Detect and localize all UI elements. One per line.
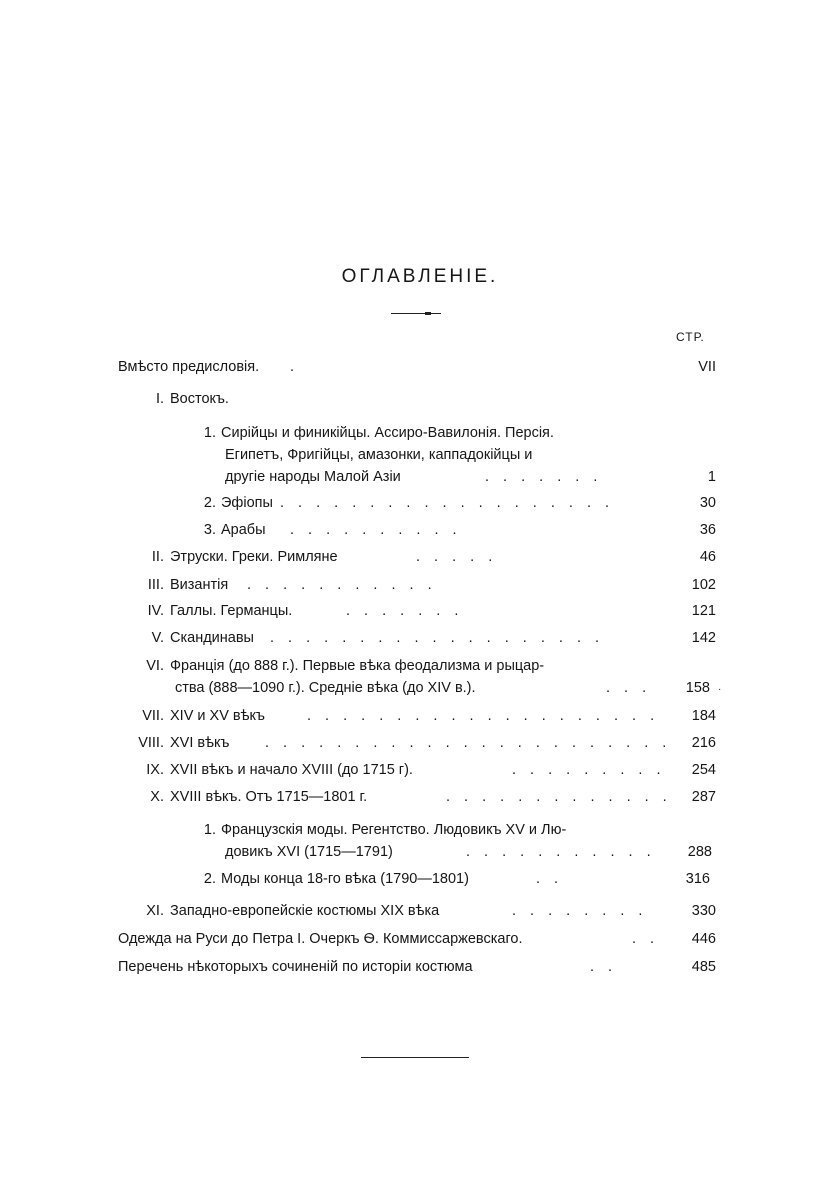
leader-dots: . . <box>590 959 618 975</box>
leader-dots: . . <box>632 931 660 947</box>
page-column-label: СТР. <box>676 330 705 344</box>
leader-dots: . . . . . . . . . . . . . <box>446 789 672 805</box>
toc-entry-text: Моды конца 18-го вѣка (1790—1801) <box>221 871 469 887</box>
leader-dots: . . . . . . . . . . . . . . . . . . . <box>280 495 615 511</box>
toc-entry-text-line2: ства (888—1090 г.). Средніе вѣка (до XIV в.). <box>175 680 476 696</box>
toc-entry-page: 287 <box>691 789 716 805</box>
leader-dots: . . . . . . . . . . <box>290 522 462 538</box>
leader-dots: . . . . . <box>416 549 498 565</box>
closing-rule <box>361 1057 469 1058</box>
toc-entry-number: XI. <box>146 903 164 919</box>
toc-entry-page: 30 <box>699 495 716 511</box>
toc-entry-number: VIII. <box>138 735 164 751</box>
toc-entry-page: 36 <box>699 522 716 538</box>
toc-entry-text: Византія <box>170 577 229 593</box>
toc-entry-number: 1. <box>203 425 216 441</box>
toc-entry-text: Одежда на Руси до Петра I. Очеркъ Ѳ. Коммиссаржевскаго. <box>118 931 523 947</box>
toc-entry-page: 216 <box>691 735 716 751</box>
toc-entry-number: X. <box>150 789 164 805</box>
toc-entry-number: 1. <box>203 822 216 838</box>
leader-dots: . . . <box>606 680 652 696</box>
title-ornament-rule <box>391 313 441 314</box>
toc-entry-text: XVIII вѣкъ. Отъ 1715—1801 г. <box>170 789 368 805</box>
toc-entry-text: XIV и XV вѣкъ <box>170 708 265 724</box>
toc-entry-text: Вмѣсто предисловія. <box>118 359 260 375</box>
leader-dots: . . . . . . . <box>485 469 603 485</box>
toc-entry-page: 184 <box>691 708 716 724</box>
leader-dots: . . . . . . . <box>346 603 464 619</box>
toc-entry-text-line2: Египетъ, Фригійцы, амазонки, каппадокійцы и <box>225 447 533 463</box>
toc-entry-number: II. <box>151 549 164 565</box>
toc-entry-page: 158 <box>685 680 710 696</box>
toc-entry-page: 446 <box>691 931 716 947</box>
toc-entry-text-line1: Французскія моды. Регентство. Людовикъ XV и Лю- <box>221 822 567 838</box>
toc-entry-page: VII <box>698 359 716 375</box>
toc-entry-number: III. <box>147 577 164 593</box>
leader-dots: . . <box>536 871 564 887</box>
toc-entry-text: Востокъ. <box>170 391 229 407</box>
toc-entry-page: 254 <box>691 762 716 778</box>
toc-entry-page: 102 <box>691 577 716 593</box>
toc-entry-page: 46 <box>699 549 716 565</box>
leader-dots: . . . . . . . . . . . . . . . . . . . . . . . <box>265 735 672 751</box>
toc-entry-page: 485 <box>691 959 716 975</box>
toc-entry-text: Эфіопы <box>221 495 273 511</box>
toc-entry-page: 316 <box>685 871 710 887</box>
toc-entry-text: Этруски. Греки. Римляне <box>170 549 338 565</box>
toc-entry-text-line1: Сирійцы и финикійцы. Ассиро-Вавилонія. Персія. <box>221 425 554 441</box>
leader-dots: . . . . . . . . . . . <box>466 844 656 860</box>
toc-entry-number: VI. <box>146 658 164 674</box>
toc-entry-number: 3. <box>203 522 216 538</box>
leader-dots: . . . . . . . . . . . . . . . . . . . . <box>307 708 660 724</box>
toc-entry-text-line2: довикъ XVI (1715—1791) <box>225 844 393 860</box>
toc-entry-number: IX. <box>146 762 164 778</box>
toc-entry-text: Арабы <box>221 522 266 538</box>
toc-entry-text-line1: Францiя (до 888 г.). Первые вѣка феодализма и рыцар- <box>170 658 545 674</box>
toc-entry-text: Галлы. Германцы. <box>170 603 293 619</box>
toc-entry-number: 2. <box>203 871 216 887</box>
toc-entry-text: Перечень нѣкоторыхъ сочиненій по исторіи костюма <box>118 959 473 975</box>
toc-entry-text: XVI вѣкъ <box>170 735 230 751</box>
leader-dots: . . . . . . . . . . . . . . . . . . . <box>270 630 605 646</box>
toc-entry-page: 121 <box>691 603 716 619</box>
leader-dots: . . . . . . . . <box>512 903 648 919</box>
leader-dots: . . . . . . . . . <box>512 762 666 778</box>
toc-entry-text: Скандинавы <box>170 630 254 646</box>
leader-dots: . . . . . . . . . . . <box>247 577 437 593</box>
toc-entry-page: 330 <box>691 903 716 919</box>
toc-entry-number: I. <box>155 391 164 407</box>
toc-entry-page: 1 <box>707 469 716 485</box>
toc-entry-text: Западно-европейскіе костюмы XIX вѣка <box>170 903 440 919</box>
toc-entry-page: 142 <box>691 630 716 646</box>
toc-entry-number: V. <box>151 630 164 646</box>
page-title: ОГЛАВЛЕНIЕ. <box>341 266 499 287</box>
leader-dots: . <box>290 359 300 375</box>
toc-entry-number: IV. <box>147 603 164 619</box>
print-speck: · <box>718 684 722 695</box>
toc-entry-number: 2. <box>203 495 216 511</box>
toc-entry-page: 288 <box>687 844 712 860</box>
toc-entry-text: XVII вѣкъ и начало XVIII (до 1715 г). <box>170 762 413 778</box>
toc-entry-number: VII. <box>142 708 164 724</box>
toc-entry-text-line3: другіе народы Малой Азіи <box>225 469 401 485</box>
